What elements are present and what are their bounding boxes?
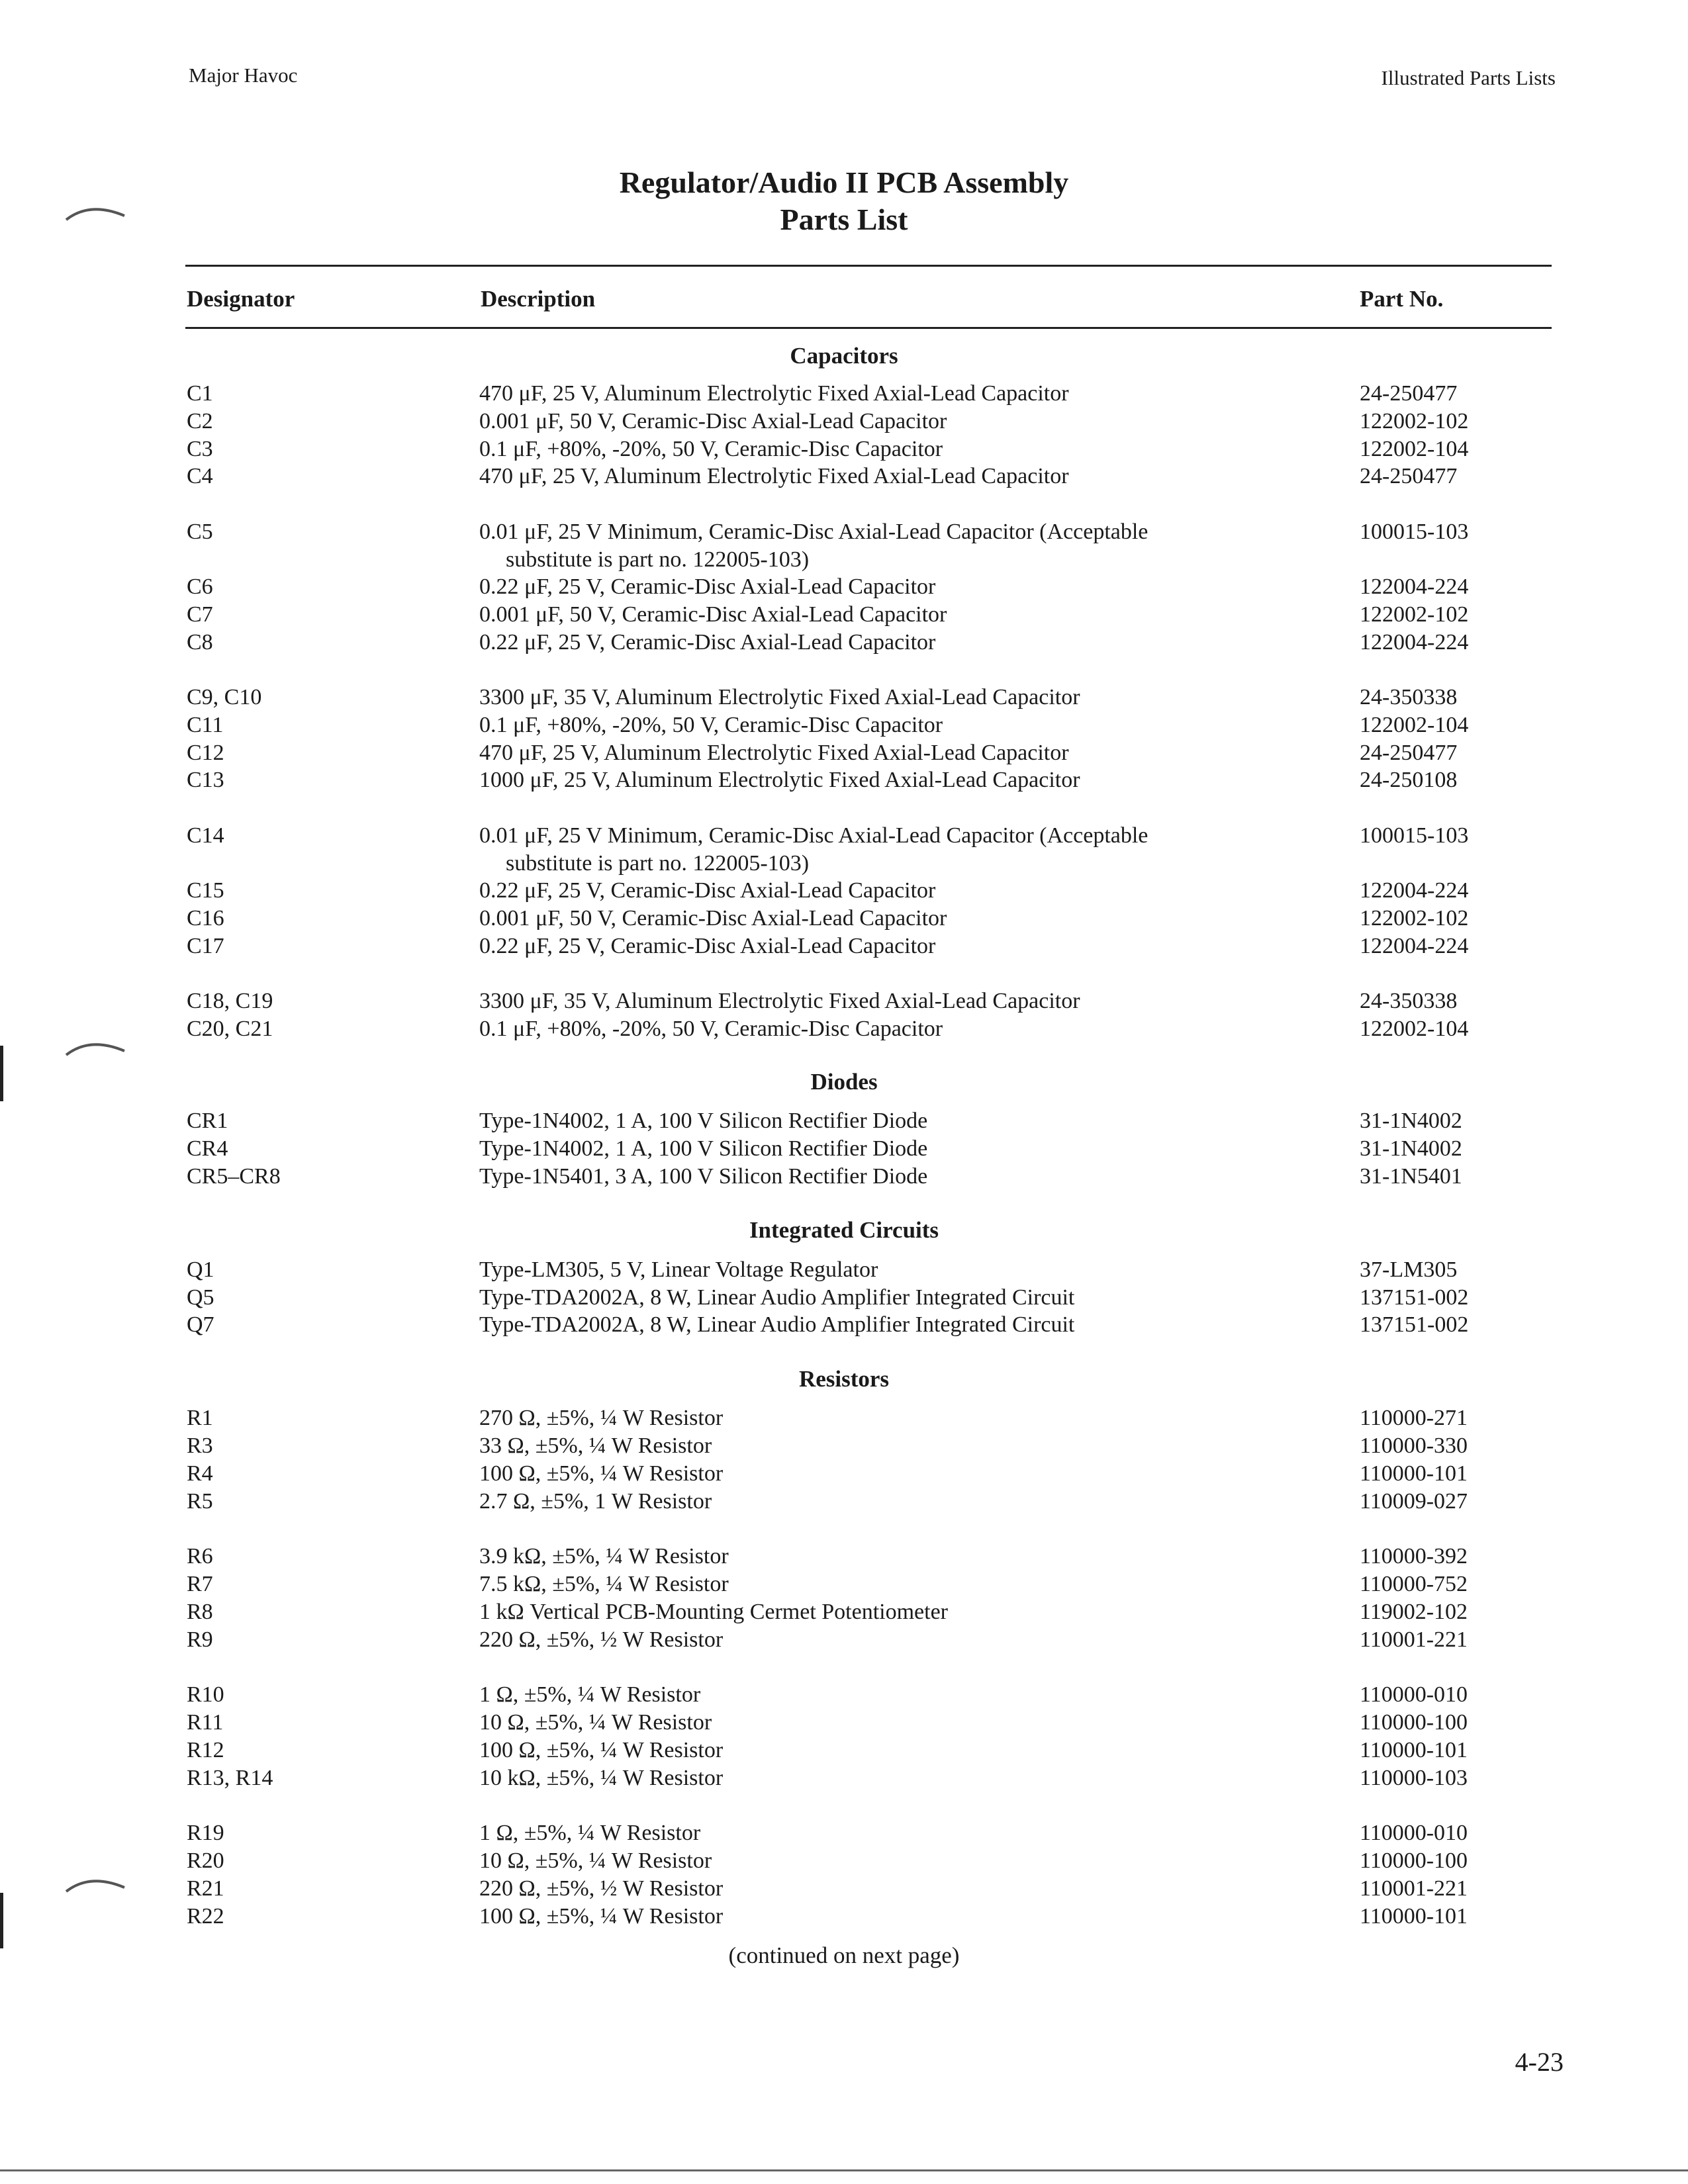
part-number-cell: 24-350338	[1360, 685, 1458, 709]
description-cell	[479, 1903, 1274, 1931]
title-line-2: Parts List	[780, 203, 908, 236]
designator-cell: CR4	[187, 1136, 228, 1161]
description-cell	[479, 1875, 1274, 1903]
part-number-cell: 24-250108	[1360, 768, 1458, 792]
designator-cell: C1	[187, 381, 213, 406]
description-cell	[479, 1460, 1274, 1488]
part-number-cell: 110001-221	[1360, 1627, 1468, 1652]
designator-cell: C2	[187, 409, 213, 433]
description-text: Type-LM305, 5 V, Linear Voltage Regulator	[479, 1257, 878, 1282]
designator-cell: C7	[187, 602, 213, 627]
description-cell	[479, 1404, 1274, 1432]
part-number-cell: 110000-752	[1360, 1572, 1468, 1596]
description-text: 220 Ω, ±5%, ½ W Resistor	[479, 1876, 724, 1901]
part-number-cell: 122002-102	[1360, 602, 1469, 627]
description-continuation: substitute is part no. 122005-103)	[506, 547, 810, 572]
table-header-rule	[185, 327, 1552, 329]
description-text: 470 μF, 25 V, Aluminum Electrolytic Fixed Axial-Lead Capacitor	[479, 381, 1069, 406]
description-text: 100 Ω, ±5%, ¼ W Resistor	[479, 1738, 724, 1762]
part-number-cell: 122004-224	[1360, 934, 1469, 958]
part-number-cell: 100015-103	[1360, 823, 1469, 848]
part-number-cell: 110000-101	[1360, 1461, 1468, 1486]
page-number: 4-23	[1515, 2047, 1564, 2077]
designator-cell: R9	[187, 1627, 213, 1652]
part-number-cell: 100015-103	[1360, 520, 1469, 544]
designator-cell: Q1	[187, 1257, 214, 1282]
description-text: 470 μF, 25 V, Aluminum Electrolytic Fixed Axial-Lead Capacitor	[479, 464, 1069, 488]
description-text: 10 kΩ, ±5%, ¼ W Resistor	[479, 1766, 724, 1790]
description-cell	[479, 463, 1274, 490]
part-number-cell: 24-350338	[1360, 989, 1458, 1013]
designator-cell: C20, C21	[187, 1017, 273, 1041]
column-header-part-no: Part No.	[1360, 286, 1444, 312]
designator-cell: C5	[187, 520, 213, 544]
designator-cell: C17	[187, 934, 224, 958]
section-heading: Integrated Circuits	[749, 1217, 939, 1243]
description-cell	[479, 822, 1274, 878]
title-line-1: Regulator/Audio II PCB Assembly	[619, 165, 1069, 199]
designator-cell: C15	[187, 878, 224, 903]
designator-cell: R10	[187, 1682, 224, 1707]
description-cell	[479, 601, 1274, 629]
description-cell	[479, 711, 1274, 739]
description-cell	[479, 1107, 1274, 1135]
description-text: Type-1N4002, 1 A, 100 V Silicon Rectifier Diode	[479, 1136, 928, 1161]
description-cell	[479, 766, 1274, 794]
part-number-cell: 122004-224	[1360, 878, 1469, 903]
part-number-cell: 122004-224	[1360, 574, 1469, 599]
part-number-cell: 110000-100	[1360, 1848, 1468, 1873]
description-text: Type-1N4002, 1 A, 100 V Silicon Rectifier Diode	[479, 1109, 928, 1133]
designator-cell: R19	[187, 1821, 224, 1845]
description-text: 1000 μF, 25 V, Aluminum Electrolytic Fixed Axial-Lead Capacitor	[479, 768, 1080, 792]
part-number-cell: 24-250477	[1360, 381, 1458, 406]
designator-cell: C18, C19	[187, 989, 273, 1013]
description-text: 3300 μF, 35 V, Aluminum Electrolytic Fixed Axial-Lead Capacitor	[479, 685, 1080, 709]
running-header-left: Major Havoc	[189, 64, 298, 87]
part-number-cell: 119002-102	[1360, 1600, 1468, 1624]
designator-cell: C16	[187, 906, 224, 931]
part-number-cell: 31-1N5401	[1360, 1164, 1462, 1189]
description-cell	[479, 1626, 1274, 1654]
designator-cell: R22	[187, 1904, 224, 1929]
designator-cell: R4	[187, 1461, 213, 1486]
description-cell	[479, 1543, 1274, 1570]
designator-cell: R11	[187, 1710, 224, 1735]
column-header-description: Description	[481, 286, 596, 312]
description-text: 1 Ω, ±5%, ¼ W Resistor	[479, 1821, 701, 1845]
designator-cell: R1	[187, 1406, 213, 1430]
designator-cell: CR1	[187, 1109, 228, 1133]
description-cell	[479, 1135, 1274, 1163]
part-number-cell: 122002-104	[1360, 437, 1469, 461]
designator-cell: C14	[187, 823, 224, 848]
description-cell	[479, 1163, 1274, 1191]
scan-edge-mark	[0, 1893, 3, 1948]
part-number-cell: 110001-221	[1360, 1876, 1468, 1901]
description-cell	[479, 905, 1274, 933]
section-heading: Diodes	[810, 1069, 878, 1095]
part-number-cell: 31-1N4002	[1360, 1109, 1462, 1133]
description-text: Type-1N5401, 3 A, 100 V Silicon Rectifier Diode	[479, 1164, 928, 1189]
binder-hole-mark	[64, 199, 130, 238]
part-number-cell: 122002-104	[1360, 1017, 1469, 1041]
part-number-cell: 110009-027	[1360, 1489, 1468, 1514]
description-text: 7.5 kΩ, ±5%, ¼ W Resistor	[479, 1572, 729, 1596]
part-number-cell: 31-1N4002	[1360, 1136, 1462, 1161]
binder-hole-mark	[64, 1870, 130, 1910]
description-text: 0.1 μF, +80%, -20%, 50 V, Ceramic-Disc Capacitor	[479, 713, 943, 737]
description-text: 0.001 μF, 50 V, Ceramic-Disc Axial-Lead Capacitor	[479, 906, 947, 931]
description-cell	[479, 1681, 1274, 1709]
designator-cell: C13	[187, 768, 224, 792]
table-top-rule	[185, 265, 1552, 267]
description-text: 1 kΩ Vertical PCB-Mounting Cermet Potentiometer	[479, 1600, 949, 1624]
part-number-cell: 110000-101	[1360, 1738, 1468, 1762]
part-number-cell: 110000-100	[1360, 1710, 1468, 1735]
description-cell	[479, 1709, 1274, 1737]
designator-cell: R7	[187, 1572, 213, 1596]
description-text: 33 Ω, ±5%, ¼ W Resistor	[479, 1433, 712, 1458]
designator-cell: C4	[187, 464, 213, 488]
description-text: 1 Ω, ±5%, ¼ W Resistor	[479, 1682, 701, 1707]
description-text: 0.22 μF, 25 V, Ceramic-Disc Axial-Lead Capacitor	[479, 630, 936, 655]
designator-cell: C3	[187, 437, 213, 461]
description-cell	[479, 408, 1274, 435]
designator-cell: R20	[187, 1848, 224, 1873]
description-cell	[479, 1598, 1274, 1626]
description-text: 0.1 μF, +80%, -20%, 50 V, Ceramic-Disc Capacitor	[479, 437, 943, 461]
description-cell	[479, 518, 1274, 574]
designator-cell: CR5–CR8	[187, 1164, 281, 1189]
continued-note: (continued on next page)	[728, 1942, 960, 1968]
part-number-cell: 37-LM305	[1360, 1257, 1458, 1282]
designator-cell: R6	[187, 1544, 213, 1569]
description-text: 10 Ω, ±5%, ¼ W Resistor	[479, 1710, 712, 1735]
description-text: 10 Ω, ±5%, ¼ W Resistor	[479, 1848, 712, 1873]
part-number-cell: 110000-330	[1360, 1433, 1468, 1458]
description-cell	[479, 629, 1274, 657]
part-number-cell: 137151-002	[1360, 1312, 1469, 1337]
designator-cell: R21	[187, 1876, 224, 1901]
description-cell	[479, 684, 1274, 711]
description-cell	[479, 435, 1274, 463]
description-text: 100 Ω, ±5%, ¼ W Resistor	[479, 1904, 724, 1929]
description-cell	[479, 1570, 1274, 1598]
designator-cell: C11	[187, 713, 224, 737]
part-number-cell: 122002-104	[1360, 713, 1469, 737]
part-number-cell: 110000-010	[1360, 1821, 1468, 1845]
part-number-cell: 122004-224	[1360, 630, 1469, 655]
description-cell	[479, 1284, 1274, 1312]
designator-cell: C6	[187, 574, 213, 599]
part-number-cell: 24-250477	[1360, 464, 1458, 488]
part-number-cell: 110000-392	[1360, 1544, 1468, 1569]
description-text: 0.001 μF, 50 V, Ceramic-Disc Axial-Lead Capacitor	[479, 409, 947, 433]
description-text: 3300 μF, 35 V, Aluminum Electrolytic Fixed Axial-Lead Capacitor	[479, 989, 1080, 1013]
page-title	[0, 164, 1688, 238]
part-number-cell: 122002-102	[1360, 906, 1469, 931]
description-text: 270 Ω, ±5%, ¼ W Resistor	[479, 1406, 724, 1430]
scan-edge-mark	[0, 1046, 3, 1101]
description-cell	[479, 877, 1274, 905]
description-text: 220 Ω, ±5%, ½ W Resistor	[479, 1627, 724, 1652]
description-cell	[479, 933, 1274, 960]
description-cell	[479, 1256, 1274, 1284]
description-text: 0.001 μF, 50 V, Ceramic-Disc Axial-Lead Capacitor	[479, 602, 947, 627]
description-text: 0.01 μF, 25 V Minimum, Ceramic-Disc Axial-Lead Capacitor (Acceptable	[479, 520, 1149, 544]
section-heading: Resistors	[798, 1366, 890, 1392]
description-cell	[479, 573, 1274, 601]
part-number-cell: 110000-271	[1360, 1406, 1468, 1430]
designator-cell: R5	[187, 1489, 213, 1514]
description-text: Type-TDA2002A, 8 W, Linear Audio Amplifier Integrated Circuit	[479, 1285, 1075, 1310]
description-text: 0.22 μF, 25 V, Ceramic-Disc Axial-Lead Capacitor	[479, 878, 936, 903]
designator-cell: C8	[187, 630, 213, 655]
part-number-cell: 137151-002	[1360, 1285, 1469, 1310]
description-cell	[479, 380, 1274, 408]
designator-cell: R13, R14	[187, 1766, 273, 1790]
description-cell	[479, 987, 1274, 1015]
description-continuation: substitute is part no. 122005-103)	[506, 851, 810, 876]
description-text: 0.01 μF, 25 V Minimum, Ceramic-Disc Axial-Lead Capacitor (Acceptable	[479, 823, 1149, 848]
designator-cell: Q7	[187, 1312, 214, 1337]
part-number-cell: 122002-102	[1360, 409, 1469, 433]
description-text: 100 Ω, ±5%, ¼ W Resistor	[479, 1461, 724, 1486]
binder-hole-mark	[64, 1034, 130, 1073]
description-text: 0.22 μF, 25 V, Ceramic-Disc Axial-Lead Capacitor	[479, 574, 936, 599]
description-text: 0.1 μF, +80%, -20%, 50 V, Ceramic-Disc Capacitor	[479, 1017, 943, 1041]
designator-cell: R8	[187, 1600, 213, 1624]
designator-cell: R12	[187, 1738, 224, 1762]
description-text: 3.9 kΩ, ±5%, ¼ W Resistor	[479, 1544, 729, 1569]
column-header-designator: Designator	[187, 286, 295, 312]
description-cell	[479, 1015, 1274, 1043]
description-cell	[479, 1311, 1274, 1339]
section-heading: Capacitors	[790, 343, 898, 369]
description-text: Type-TDA2002A, 8 W, Linear Audio Amplifier Integrated Circuit	[479, 1312, 1075, 1337]
part-number-cell: 110000-010	[1360, 1682, 1468, 1707]
description-cell	[479, 1847, 1274, 1875]
description-cell	[479, 1488, 1274, 1516]
designator-cell: Q5	[187, 1285, 214, 1310]
description-cell	[479, 1737, 1274, 1764]
description-cell	[479, 1819, 1274, 1847]
part-number-cell: 110000-103	[1360, 1766, 1468, 1790]
description-text: 0.22 μF, 25 V, Ceramic-Disc Axial-Lead Capacitor	[479, 934, 936, 958]
designator-cell: C12	[187, 741, 224, 765]
description-cell	[479, 1432, 1274, 1460]
description-cell	[479, 1764, 1274, 1792]
description-text: 470 μF, 25 V, Aluminum Electrolytic Fixed Axial-Lead Capacitor	[479, 741, 1069, 765]
running-header-right: Illustrated Parts Lists	[1381, 66, 1556, 89]
designator-cell: R3	[187, 1433, 213, 1458]
description-cell	[479, 739, 1274, 767]
description-text: 2.7 Ω, ±5%, 1 W Resistor	[479, 1489, 712, 1514]
part-number-cell: 110000-101	[1360, 1904, 1468, 1929]
part-number-cell: 24-250477	[1360, 741, 1458, 765]
page-bottom-edge	[0, 2169, 1688, 2171]
designator-cell: C9, C10	[187, 685, 262, 709]
